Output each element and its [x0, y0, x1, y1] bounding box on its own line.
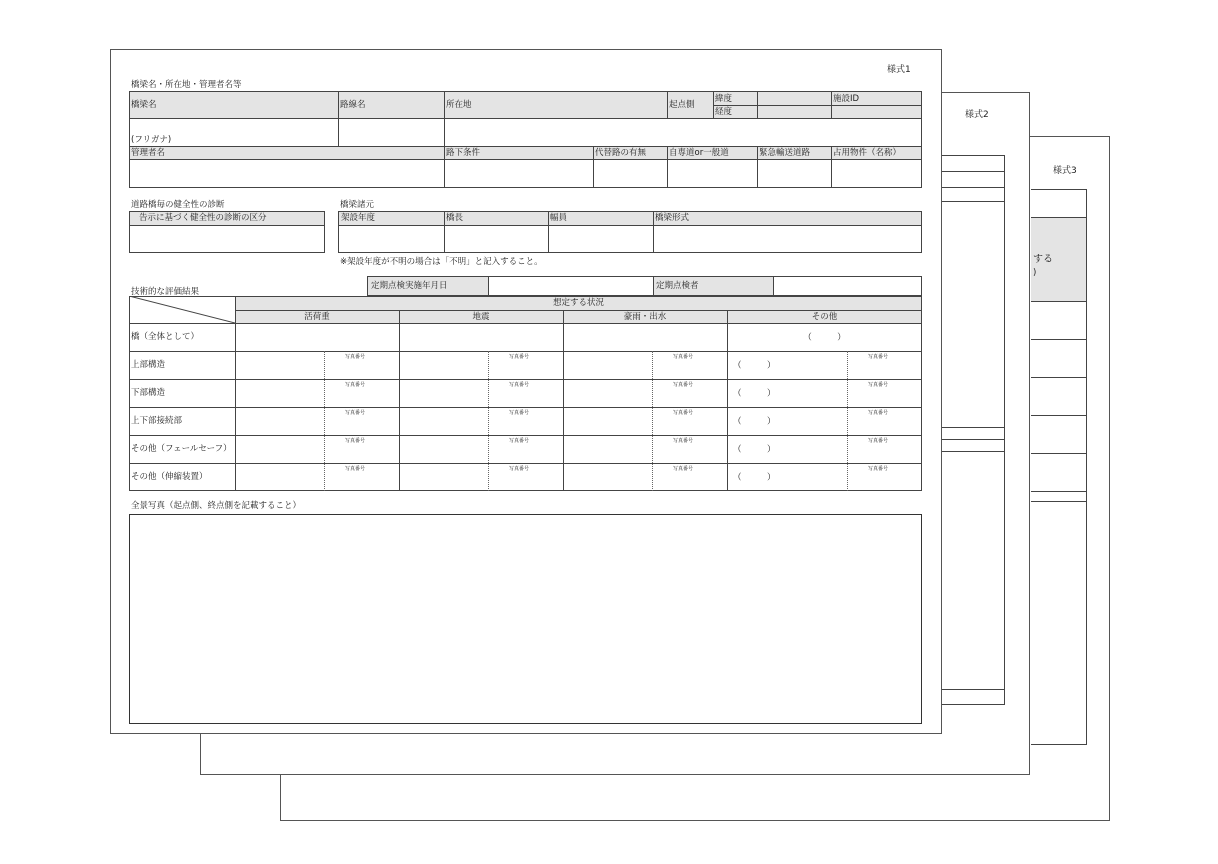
label-facility-id: 施設ID	[833, 94, 860, 104]
specs-header-bg	[339, 212, 921, 225]
section-diagnosis: 道路橋毎の健全性の診断	[131, 200, 225, 210]
label-spec-type: 橋梁形式	[655, 213, 690, 223]
label-diagnosis-header: 告示に基づく健全性の診断の区分	[139, 213, 267, 223]
photo-no: 写真番号	[868, 466, 889, 472]
photo-no: 写真番号	[345, 382, 366, 388]
row-label-connection: 上下部接続部	[131, 416, 183, 426]
photo-no: 写真番号	[345, 410, 366, 416]
label-situation-flood: 豪雨・出水	[623, 312, 667, 322]
label-bridge-name: 橋梁名	[131, 100, 157, 110]
photo-no: 写真番号	[673, 410, 694, 416]
label-start-side: 起点側	[669, 100, 695, 110]
label-occupancy: 占用物件（名称）	[833, 148, 902, 158]
form1-tag: 様式1	[887, 65, 911, 75]
photo-no: 写真番号	[509, 410, 530, 416]
section-evaluation: 技術的な評価結果	[131, 287, 200, 297]
form3-fragment: する	[1033, 254, 1053, 265]
photo-no: 写真番号	[868, 410, 889, 416]
label-assumed-situation: 想定する状況	[552, 298, 604, 308]
note-year-unknown: ※架設年度が不明の場合は「不明」と記入すること。	[340, 257, 543, 267]
label-under-bridge: 路下条件	[446, 148, 481, 158]
form3-box	[1031, 501, 1087, 745]
row-label-expansion: その他（伸縮装置）	[131, 472, 208, 482]
photo-no: 写真番号	[673, 466, 694, 472]
photo-no: 写真番号	[868, 438, 889, 444]
section-bridge-info: 橋梁名・所在地・管理者名等	[131, 80, 242, 90]
label-spec-length: 橋長	[446, 213, 464, 223]
row-label-failsafe: その他（フェールセーフ）	[131, 444, 232, 454]
row-label-substructure: 下部構造	[131, 388, 166, 398]
label-longitude: 経度	[715, 107, 733, 117]
photo-no: 写真番号	[509, 438, 530, 444]
label-situation-live-load: 活荷重	[304, 312, 330, 322]
form3-tag: 様式3	[1053, 166, 1077, 176]
label-inspection-date: 定期点検実施年月日	[371, 281, 448, 291]
label-emergency-route: 緊急輸送道路	[759, 148, 811, 158]
label-location: 所在地	[446, 100, 472, 110]
label-situation-earthquake: 地震	[472, 312, 490, 322]
form3-fragment2: )	[1033, 268, 1037, 278]
label-latitude: 緯度	[715, 94, 733, 104]
photo-no: 写真番号	[509, 354, 530, 360]
photo-no: 写真番号	[868, 382, 889, 388]
label-inspector: 定期点検者	[656, 281, 699, 291]
label-situation-other: その他	[811, 312, 838, 322]
label-manager: 管理者名	[131, 148, 166, 158]
label-furigana: (フリガナ)	[131, 135, 172, 145]
form2-tag: 様式2	[965, 110, 989, 120]
photo-no: 写真番号	[509, 382, 530, 388]
section-photo: 全景写真（起点側、終点側を記載すること）	[131, 501, 302, 511]
label-route-name: 路線名	[340, 100, 366, 110]
other-paren: （ ）	[733, 417, 776, 427]
photo-no: 写真番号	[673, 354, 694, 360]
photo-no: 写真番号	[345, 438, 366, 444]
form2-table	[931, 155, 1005, 705]
evaluation-grid	[129, 296, 922, 491]
other-paren: （ ）	[733, 473, 776, 483]
label-spec-year: 架設年度	[341, 213, 376, 223]
label-detour: 代替路の有無	[595, 148, 647, 158]
photo-no: 写真番号	[868, 354, 889, 360]
row-label-superstructure: 上部構造	[131, 360, 166, 370]
diagonal-header-line	[129, 296, 235, 323]
photo-no: 写真番号	[345, 466, 366, 472]
other-paren: （ ）	[733, 445, 776, 455]
photo-no: 写真番号	[673, 438, 694, 444]
section-specs: 橋梁諸元	[340, 200, 375, 210]
label-road-type: 自専道or一般道	[669, 148, 729, 158]
other-paren-row0: （ ）	[803, 333, 846, 343]
photo-no: 写真番号	[673, 382, 694, 388]
photo-box	[129, 514, 922, 724]
row-label-whole: 橋（全体として）	[131, 332, 200, 342]
other-paren: （ ）	[733, 361, 776, 371]
label-spec-width: 幅員	[550, 213, 568, 223]
other-paren: （ ）	[733, 389, 776, 399]
form1-sheet	[110, 49, 942, 734]
photo-no: 写真番号	[345, 354, 366, 360]
photo-no: 写真番号	[509, 466, 530, 472]
